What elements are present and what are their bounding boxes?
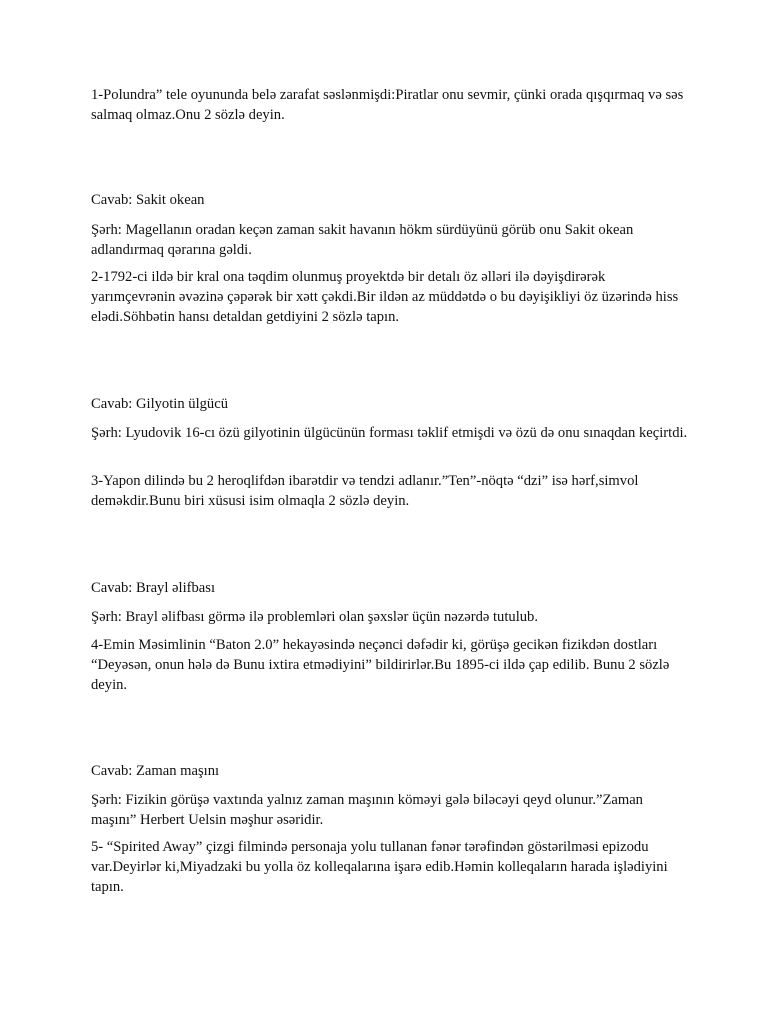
question-3-explanation: Şərh: Brayl əlifbası görmə ilə problemləri olan şəxslər üçün nəzərdə tutulub. xyxy=(91,609,538,625)
question-4-answer: Cavab: Zaman maşını xyxy=(91,763,220,779)
question-2-explanation: Şərh: Lyudovik 16-cı özü gilyotinin ülgücünün forması təklif etmişdi və özü də onu sınaqdan keçirtdi. xyxy=(91,425,688,441)
question-2-answer: Cavab: Gilyotin ülgücü xyxy=(91,396,229,412)
question-3-answer: Cavab: Brayl əlifbası xyxy=(91,580,216,596)
question-4-text: 4-Emin Məsimlinin “Baton 2.0” hekayəsində neçənci dəfədir ki, görüşə gecikən fizikdən dostları “Deyəsən, onun hələ də Bunu ixtira etmədiyini” bildirirlər.Bu 1895-ci ildə çap edilib. Bunu 2 sözlə deyin. xyxy=(91,637,670,693)
question-2-text: 2-1792-ci ildə bir kral ona təqdim olunmuş proyektdə bir detalı öz əlləri ilə dəyişdirərək yarımçevrənin əvəzinə çəpərək bir xətt çəkdi.Bir ildən az müddətdə o bu dəyişikliyi öz üzərində hiss elədi.Söhbətin hansı detaldan getdiyini 2 sözlə tapın. xyxy=(91,269,679,325)
question-1-explanation: Şərh: Magellanın oradan keçən zaman sakit havanın hökm sürdüyünü görüb onu Sakit okean adlandırmaq qərarına gəldi. xyxy=(91,222,634,258)
question-1-text: 1-Polundra” tele oyununda belə zarafat səslənmişdi:Piratlar onu sevmir, çünki orada qışqırmaq və səs salmaq olmaz.Onu 2 sözlə deyin. xyxy=(91,87,684,123)
question-4-explanation: Şərh: Fizikin görüşə vaxtında yalnız zaman maşının köməyi gələ biləcəyi qeyd olunur.”Zaman maşını” Herbert Uelsin məşhur əsəridir. xyxy=(91,792,643,828)
question-5-text: 5- “Spirited Away” çizgi filmində personaja yolu tullanan fənər tərəfindən göstərilməsi epizodu var.Deyirlər ki,Miyadzaki bu yolla öz kolleqalarına işarə edib.Həmin kolleqaların harada işlədiyini tapın. xyxy=(91,839,668,895)
question-1-answer: Cavab: Sakit okean xyxy=(91,192,205,208)
question-3-text: 3-Yapon dilində bu 2 heroqlifdən ibarətdir və tendzi adlanır.”Ten”-nöqtə “dzi” isə hərf,simvol deməkdir.Bunu biri xüsusi isim olmaqla 2 sözlə deyin. xyxy=(91,473,639,509)
